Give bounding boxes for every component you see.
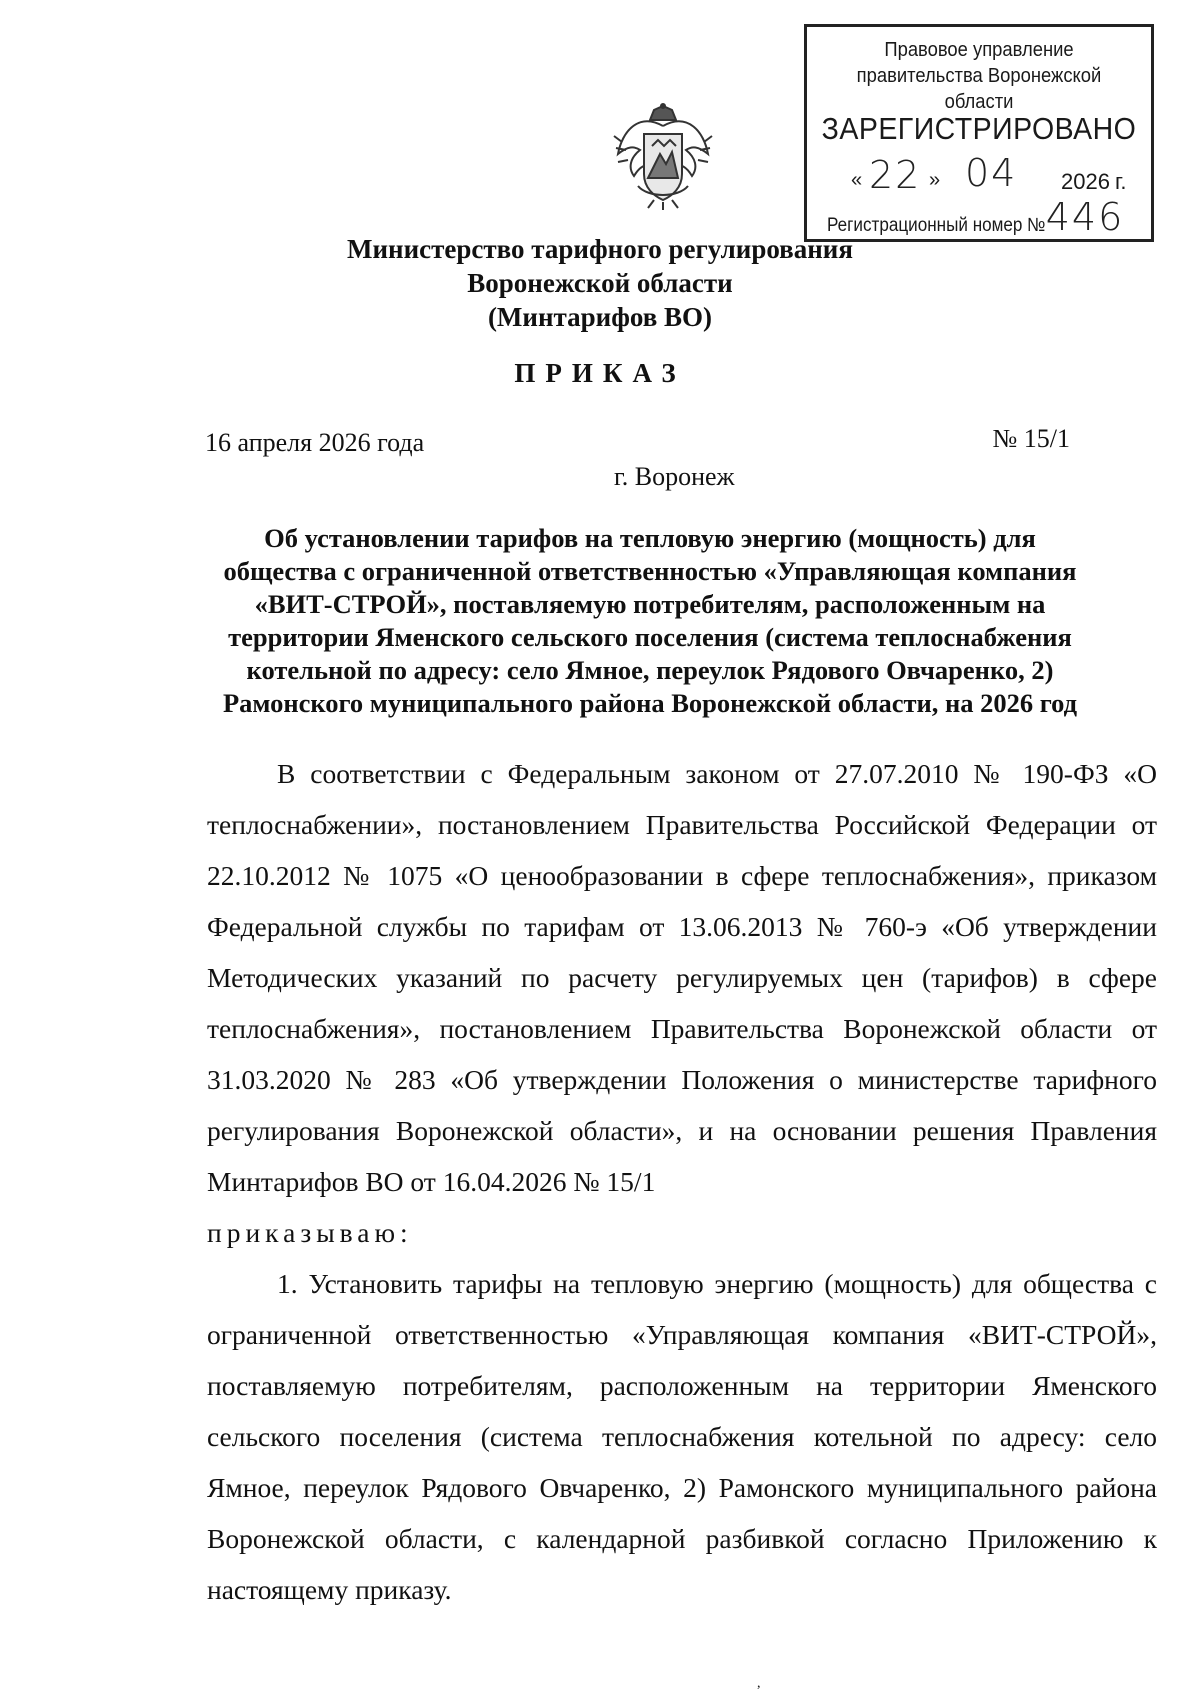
ministry-line-2: Воронежской области xyxy=(467,268,733,298)
order-city: г. Воронеж xyxy=(614,462,735,491)
preamble-paragraph: В соответствии с Федеральным законом от 27.07.2010 № 190-ФЗ «О теплоснабжении», постановлением Правительства Российской Федерации от 22.10.2012 № 1075 «О ценообразовании в сфере теплоснабжения», приказом Федеральной службы по тарифам от 13.06.2013 № 760-э «Об утверждении Методических указаний по расчету регулируемых цен (тарифов) в сфере теплоснабжения», постановлением Правительства Воронежской области от 31.03.2020 № 283 «Об утверждении Положения о министерстве тарифного регулирования Воронежской области», и на основании решения Правления Минтарифов ВО от 16.04.2026 № 15/1 xyxy=(207,758,1157,1197)
order-subject: Об установлении тарифов на тепловую энергию (мощность) для общества с ограниченной ответственностью «Управляющая компания «ВИТ-СТРОЙ», поставляемую потребителям, расположенным на территории Яменского сельского поселения (система теплоснабжения котельной по адресу: село Ямное, переулок Рядового Овчаренко, 2) Рамонского муниципального района Воронежской области, на 2026 год xyxy=(222,523,1078,718)
ministry-line-3: (Минтарифов ВО) xyxy=(487,302,713,332)
order-number: № 15/1 xyxy=(992,424,1070,453)
stamp-reg-number: 446 xyxy=(1035,195,1135,241)
coat-of-arms-icon xyxy=(608,102,718,212)
document-type: ПРИКАЗ xyxy=(514,358,686,388)
registration-stamp xyxy=(804,24,1154,242)
stamp-year-suffix: г. xyxy=(1115,169,1127,194)
ministry-line-1: Министерство тарифного регулирования xyxy=(347,234,853,264)
stamp-year: 2026 xyxy=(1061,169,1110,194)
order-date: 16 апреля 2026 года xyxy=(205,428,425,457)
stamp-department: Правовое управление правительства Воронежской области xyxy=(856,39,1102,113)
stamp-reg-label: Регистрационный номер № xyxy=(827,215,1046,236)
scan-mark: , xyxy=(757,1676,761,1691)
stamp-day: 22 xyxy=(869,153,922,197)
order-body xyxy=(207,748,1157,1615)
stamp-date: « 22 » 04 2026 г. xyxy=(851,151,1127,197)
stamp-status: ЗАРЕГИСТРИРОВАНО xyxy=(821,111,1137,146)
ministry-name xyxy=(300,232,900,334)
stamp-month: 04 xyxy=(965,151,1018,195)
order-word: приказываю: xyxy=(207,1217,413,1248)
item-1-paragraph: 1. Установить тарифы на тепловую энергию (мощность) для общества с ограниченной ответственностью «Управляющая компания «ВИТ-СТРОЙ», поставляемую потребителям, расположенным на территории Яменского сельского поселения (система теплоснабжения котельной по адресу: село Ямное, переулок Рядового Овчаренко, 2) Рамонского муниципального района Воронежской области, с календарной разбивкой согласно Приложению к настоящему приказу. xyxy=(207,1268,1157,1605)
